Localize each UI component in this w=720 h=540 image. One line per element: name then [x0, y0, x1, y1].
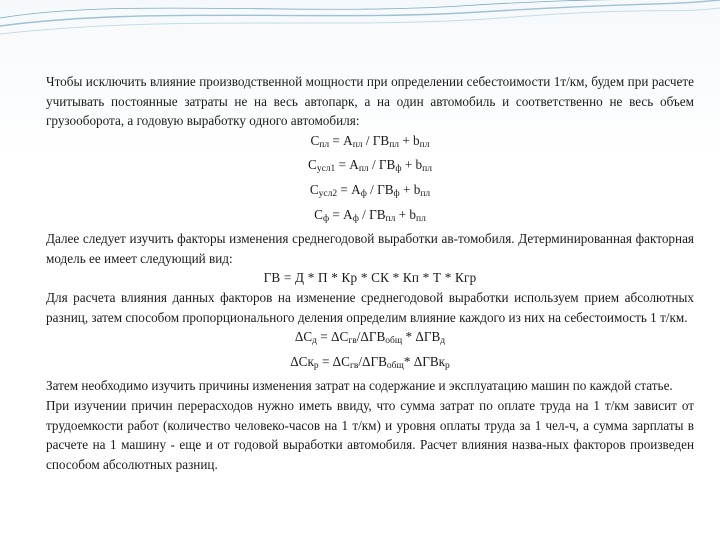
- formula-line: $С_{усл2} = А_ф / ГВ_ф + b_{пл}$: [309, 181, 431, 199]
- formula-line: $С_{пл} = А_{пл} / ГВ_{пл} + b_{пл}$: [310, 132, 430, 150]
- formula-line: $С_{усл1} = А_{пл} / ГВ_ф + b_{пл}$: [308, 157, 432, 175]
- slide-content: [46, 72, 694, 474]
- formula-line: $С_ф = А_ф / ГВ_{пл} + b_{пл}$: [314, 206, 426, 224]
- overspend-paragraph: При изучении причин перерасходов нужно иметь ввиду, что сумма затрат по оплате труда на 1 т/км зависит от трудоемкости работ (количество человеко-часов на 1 т/км) и уровня оплаты труда за 1 чел-ч, а сумма зарплаты в расчете на 1 машину - еще и от годовой выработки автомобиля. Расчет влияния назва-ных факторов произведен способом абсолютных разниц.: [46, 397, 694, 472]
- intro-paragraph: Чтобы исключить влияние производственной мощности при определении себестоимости 1т/км, будем при расчете учитывать постоянные затраты не на весь автопарк, а на один автомобиль и соответственно не весь объем грузооборота, а годовую выработку одного автомобиля:: [46, 74, 694, 129]
- decorative-swirl: [0, 0, 720, 60]
- delta-formula-line: $\Delta Ск_р = \Delta С_{гв}/\Delta ГВ_{общ}*$ ΔГВк$_р$: [290, 353, 450, 371]
- formula-group-cost: [46, 131, 694, 229]
- calculation-paragraph: Для расчета влияния данных факторов на изменение среднегодовой выработки используем прием абсолютных разниц, затем способом пропорционального деления определим влияние каждого из них на себестоимость 1 т/км.: [46, 289, 694, 325]
- delta-formula-line: $\Delta С_д = \Delta С_{гв}/\Delta ГВ_{общ} * \Delta ГВ_д$: [294, 329, 446, 347]
- reasons-paragraph: Затем необходимо изучить причины изменения затрат на содержание и эксплуатацию машин по каждой статье.: [46, 378, 673, 394]
- factor-model-formula: ГВ = Д * П * Кр * СК * Кп * Т * Кгр: [263, 270, 477, 286]
- formula-group-delta: [46, 327, 694, 376]
- factors-paragraph: Далее следует изучить факторы изменения среднегодовой выработки ав-томобиля. Детерминированная факторная модель ее имеет следующий вид:: [46, 231, 694, 266]
